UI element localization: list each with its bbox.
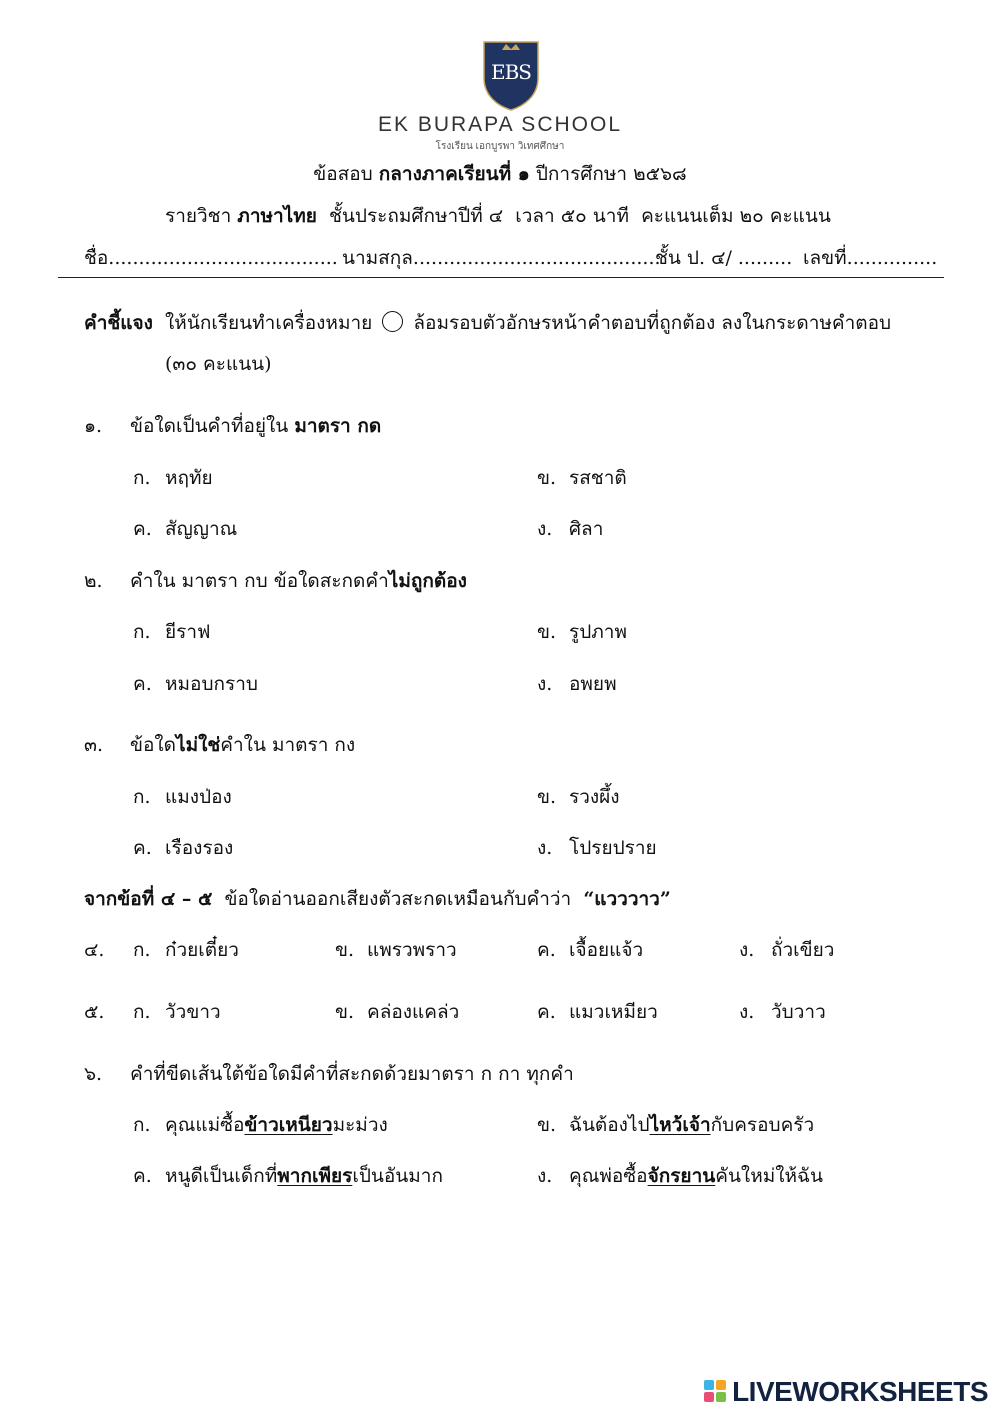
option-letter: ข.: [335, 1001, 355, 1023]
option-text: มะม่วง: [332, 1114, 388, 1136]
option-letter: ก.: [133, 939, 151, 961]
exam-title-term: กลางภาคเรียนที่ ๑: [378, 163, 530, 185]
option-q3-d[interactable]: [537, 836, 657, 860]
full-score: คะแนนเต็ม ๒๐ คะแนน: [641, 205, 831, 227]
option-q5-a[interactable]: [133, 1000, 221, 1024]
option-text: คุณแม่ซื้อ: [165, 1114, 245, 1136]
option-letter: ก.: [133, 467, 151, 489]
option-letter: ง.: [537, 1165, 553, 1187]
question-text-part: ข้อใด: [130, 734, 177, 756]
student-surname-field[interactable]: นามสกุล.........................................: [342, 247, 661, 269]
crest-lettering: EBS: [491, 60, 531, 84]
exam-title: [0, 162, 1000, 186]
option-text: แพรวพราว: [367, 939, 457, 961]
school-name-thai: โรงเรียน เอกบูรพา วิเทศศึกษา: [435, 141, 565, 152]
option-letter: ค.: [537, 939, 556, 961]
liveworksheets-watermark: [704, 1376, 988, 1408]
option-text: คล่องแคล่ว: [367, 1001, 460, 1023]
option-q4-a[interactable]: [133, 938, 239, 962]
option-text: โปรยปราย: [569, 837, 657, 859]
student-number-field[interactable]: เลขที่...............: [803, 247, 938, 269]
option-text: วับวาว: [771, 1001, 826, 1023]
exam-duration: เวลา ๕๐ นาที: [515, 205, 629, 227]
option-letter: ก.: [133, 1114, 151, 1136]
option-q4-b[interactable]: [335, 938, 457, 962]
option-text: วัวขาว: [165, 1001, 221, 1023]
group-4-5-instruction: [84, 887, 671, 911]
option-q5-b[interactable]: [335, 1000, 459, 1024]
group-target-word: “แวววาว”: [583, 888, 671, 910]
question-text-bold: ไม่ใช่: [176, 734, 221, 756]
grade-level: ชั้นประถมศึกษาปีที่ ๔: [329, 205, 504, 227]
liveworksheets-text: LIVEWORKSHEETS: [732, 1376, 988, 1407]
option-letter: ก.: [133, 1001, 151, 1023]
exam-title-prefix: ข้อสอบ: [313, 163, 373, 185]
option-q6-b[interactable]: [537, 1113, 814, 1137]
option-q2-b[interactable]: [537, 620, 627, 644]
option-letter: ค.: [133, 837, 152, 859]
option-q2-a[interactable]: [133, 620, 210, 644]
option-letter: ข.: [335, 939, 355, 961]
option-text: กับครอบครัว: [710, 1114, 815, 1136]
group-label: จากข้อที่ ๔ – ๕: [84, 888, 213, 910]
option-q6-d[interactable]: [537, 1164, 823, 1188]
option-letter: ก.: [133, 621, 151, 643]
question-number: ๑.: [84, 415, 103, 437]
exam-title-year: ปีการศึกษา ๒๕๖๘: [535, 163, 687, 185]
instructions-score: (๓๐ คะแนน): [165, 353, 272, 375]
option-letter: ข.: [537, 1114, 557, 1136]
circle-mark-icon: [382, 311, 403, 332]
option-letter: ง.: [537, 518, 553, 540]
question-text-part: คำใน มาตรา กง: [220, 734, 356, 756]
option-text: เรืองรอง: [165, 837, 234, 859]
underlined-word: ข้าวเหนียว: [244, 1114, 333, 1136]
question-6-text: คำที่ขีดเส้นใต้ข้อใดมีคำที่สะกดด้วยมาตรา ก กา ทุกคำ: [130, 1063, 574, 1085]
underlined-word: พากเพียร: [277, 1165, 353, 1187]
option-q3-b[interactable]: [537, 785, 620, 809]
option-letter: ค.: [133, 518, 152, 540]
option-letter: ข.: [537, 621, 557, 643]
underlined-word: ไหว้เจ้า: [649, 1114, 711, 1136]
instructions-text-2: ล้อมรอบตัวอักษรหน้าคำตอบที่ถูกต้อง ลงในกระดาษคำตอบ: [413, 312, 892, 334]
option-letter: ข.: [537, 467, 557, 489]
option-q5-d[interactable]: [739, 1000, 826, 1024]
option-q1-a[interactable]: [133, 466, 213, 490]
option-q2-c[interactable]: [133, 672, 258, 696]
option-text: ถั่วเขียว: [771, 939, 835, 961]
option-q2-d[interactable]: [537, 672, 617, 696]
question-number: ๕.: [84, 1001, 105, 1023]
question-text-part: ข้อใดเป็นคำที่อยู่ใน: [130, 415, 295, 437]
option-letter: ค.: [537, 1001, 556, 1023]
option-text: แมวเหมียว: [569, 1001, 658, 1023]
option-q3-c[interactable]: [133, 836, 233, 860]
option-text: อพยพ: [569, 673, 617, 695]
question-number: ๖.: [84, 1063, 103, 1085]
option-text: รวงผึ้ง: [569, 786, 620, 808]
option-text: ก๋วยเตี๋ยว: [165, 939, 239, 961]
option-text: หฤทัย: [165, 467, 213, 489]
option-text: สัญญาณ: [165, 518, 238, 540]
option-letter: ก.: [133, 786, 151, 808]
underlined-word: จักรยาน: [647, 1165, 716, 1187]
option-text: เป็นอันมาก: [352, 1165, 443, 1187]
header-divider: [58, 277, 944, 278]
group-text: ข้อใดอ่านออกเสียงตัวสะกดเหมือนกับคำว่า: [224, 888, 572, 910]
question-1-text: [130, 414, 381, 438]
student-class-field[interactable]: ชั้น ป. ๔/ .........: [655, 247, 793, 269]
option-letter: ง.: [537, 837, 553, 859]
option-q6-c[interactable]: [133, 1164, 443, 1188]
option-letter: ง.: [537, 673, 553, 695]
question-number: ๓.: [84, 734, 104, 756]
option-text: ยีราฟ: [165, 621, 211, 643]
option-q4-d[interactable]: [739, 938, 834, 962]
liveworksheets-logo-icon: [704, 1380, 728, 1404]
question-text-bold: ไม่ถูกต้อง: [388, 570, 467, 592]
option-q4-c[interactable]: [537, 938, 643, 962]
option-letter: ง.: [739, 939, 755, 961]
question-2-text: [130, 569, 467, 593]
question-3-text: [130, 733, 355, 757]
option-q5-c[interactable]: [537, 1000, 658, 1024]
instructions-label: คำชี้แจง: [84, 312, 153, 334]
option-text: คุณพ่อซื้อ: [569, 1165, 648, 1187]
option-text: ศิลา: [569, 518, 604, 540]
student-name-field[interactable]: ชื่อ......................................: [84, 247, 338, 269]
option-q1-c[interactable]: [133, 517, 237, 541]
question-text-bold: มาตรา กด: [294, 415, 382, 437]
option-q1-b[interactable]: [537, 466, 627, 490]
question-number: ๔.: [84, 939, 105, 961]
instructions: [84, 311, 891, 335]
option-text: แมงป่อง: [165, 786, 232, 808]
option-text: เจื้อยแจ้ว: [569, 939, 644, 961]
option-letter: ค.: [133, 673, 152, 695]
option-text: รูปภาพ: [569, 621, 627, 643]
option-text: คันใหม่ให้ฉัน: [715, 1165, 823, 1187]
subject-name: ภาษาไทย: [237, 205, 317, 227]
option-q6-a[interactable]: [133, 1113, 388, 1137]
option-text: รสชาติ: [569, 467, 627, 489]
option-text: หนูดีเป็นเด็กที่: [165, 1165, 278, 1187]
option-letter: ง.: [739, 1001, 755, 1023]
option-text: หมอบกราบ: [165, 673, 258, 695]
school-name: EK BURAPA SCHOOL: [377, 113, 622, 136]
option-letter: ค.: [133, 1165, 152, 1187]
option-q3-a[interactable]: [133, 785, 232, 809]
subject-line: [165, 204, 831, 228]
question-number: ๒.: [84, 570, 103, 592]
option-q1-d[interactable]: [537, 517, 603, 541]
subject-label: รายวิชา: [165, 205, 232, 227]
option-text: ฉันต้องไป: [569, 1114, 650, 1136]
question-text-part: คำใน มาตรา กบ ข้อใดสะกดคำ: [130, 570, 389, 592]
option-letter: ข.: [537, 786, 557, 808]
instructions-text: ให้นักเรียนทำเครื่องหมาย: [165, 312, 373, 334]
